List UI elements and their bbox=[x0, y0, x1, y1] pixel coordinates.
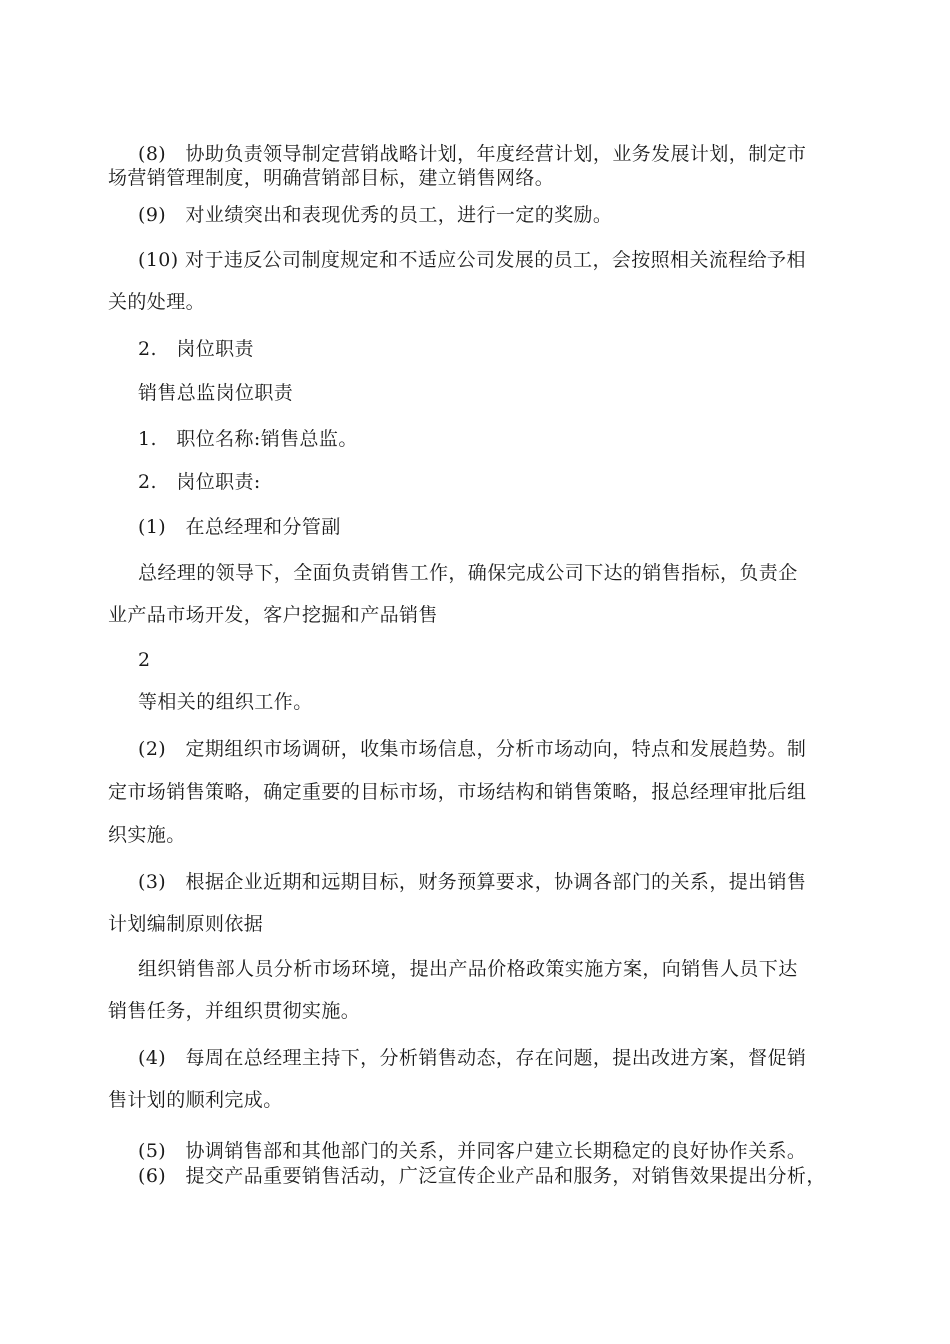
text-line: 组织销售部人员分析市场环境，提出产品价格政策实施方案，向销售人员下达 bbox=[138, 958, 798, 980]
text-line: (3) 根据企业近期和远期目标，财务预算要求，协调各部门的关系，提出销售 bbox=[138, 871, 807, 893]
text-line: 定市场销售策略，确定重要的目标市场，市场结构和销售策略，报总经理审批后组 bbox=[108, 781, 807, 803]
text-line: (1) 在总经理和分管副 bbox=[138, 516, 341, 538]
text-line: 织实施。 bbox=[108, 824, 186, 846]
text-line: (2) 定期组织市场调研，收集市场信息，分析市场动向，特点和发展趋势。制 bbox=[138, 738, 807, 760]
text-line: (8) 协助负责领导制定营销战略计划，年度经营计划，业务发展计划，制定市 bbox=[138, 143, 807, 165]
section-title: 销售总监岗位职责 bbox=[138, 382, 294, 404]
text-line: (6) 提交产品重要销售活动，广泛宣传企业产品和服务，对销售效果提出分析， bbox=[138, 1165, 826, 1187]
text-line: (10) 对于违反公司制度规定和不适应公司发展的员工，会按照相关流程给予相 bbox=[138, 249, 806, 271]
text-line: (4) 每周在总经理主持下，分析销售动态，存在问题，提出改进方案，督促销 bbox=[138, 1047, 807, 1069]
text-line: 2. 岗位职责: bbox=[138, 471, 261, 493]
text-line: 售计划的顺利完成。 bbox=[108, 1089, 283, 1111]
text-line: 关的处理。 bbox=[108, 291, 206, 313]
page-number: 2 bbox=[138, 649, 151, 671]
section-heading: 2. 岗位职责 bbox=[138, 338, 254, 360]
text-line: (9) 对业绩突出和表现优秀的员工，进行一定的奖励。 bbox=[138, 204, 613, 226]
text-line: 1. 职位名称:销售总监。 bbox=[138, 428, 358, 450]
text-line: 场营销管理制度，明确营销部目标，建立销售网络。 bbox=[108, 167, 555, 189]
text-line: 业产品市场开发，客户挖掘和产品销售 bbox=[108, 604, 438, 626]
text-line: 销售任务，并组织贯彻实施。 bbox=[108, 1000, 361, 1022]
text-line: (5) 协调销售部和其他部门的关系，并同客户建立长期稳定的良好协作关系。 bbox=[138, 1140, 807, 1162]
text-line: 计划编制原则依据 bbox=[108, 913, 264, 935]
text-line: 等相关的组织工作。 bbox=[138, 691, 313, 713]
text-line: 总经理的领导下，全面负责销售工作，确保完成公司下达的销售指标，负责企 bbox=[138, 562, 798, 584]
